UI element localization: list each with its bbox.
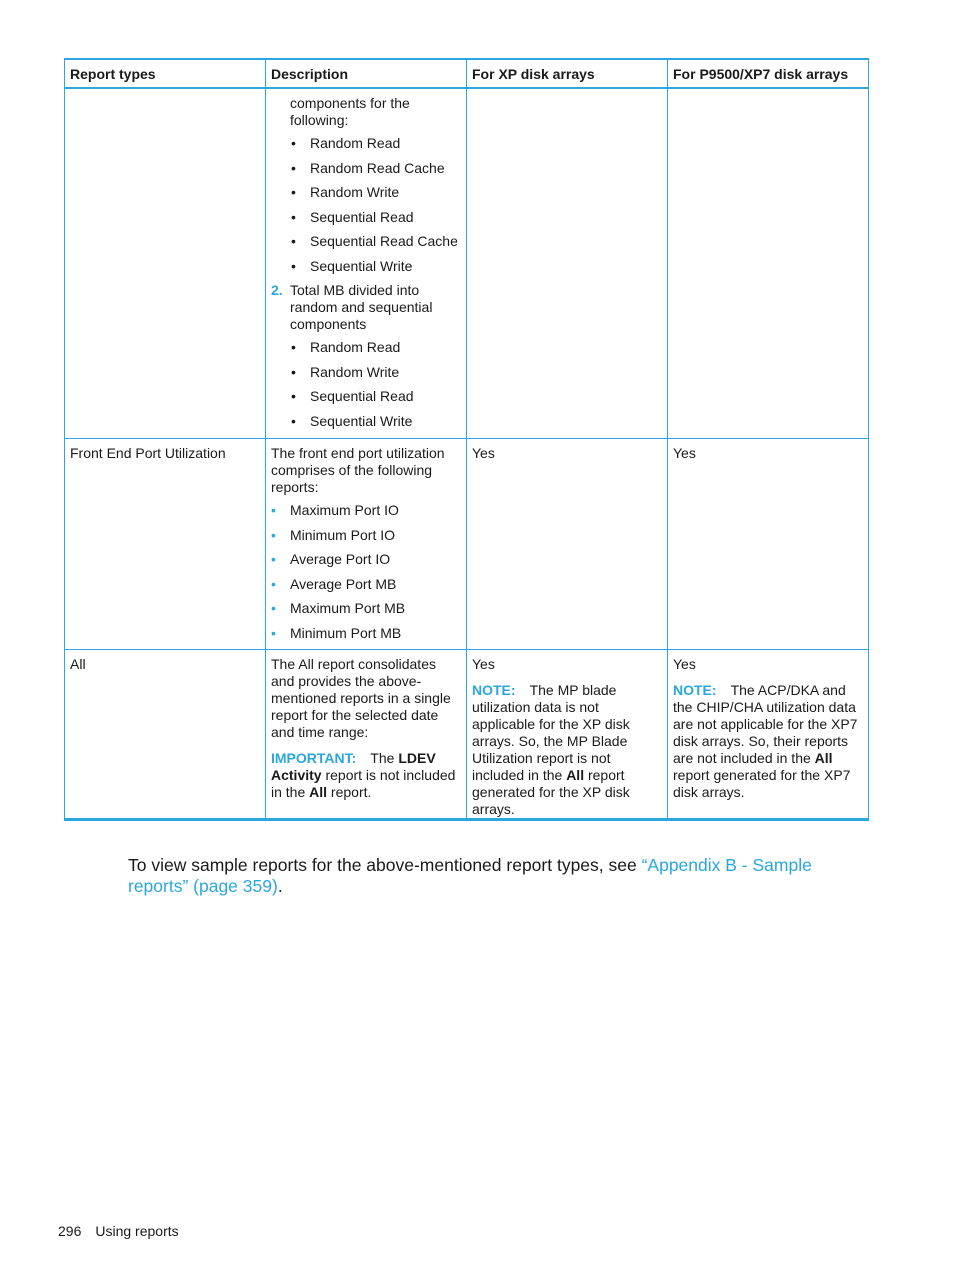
- note-text: The: [370, 750, 399, 766]
- list-item: • Sequential Write: [291, 258, 461, 275]
- report-types-table: [64, 58, 869, 821]
- list-item: • Average Port IO: [271, 551, 461, 568]
- item-text: Total MB divided into random and sequential components: [290, 282, 433, 332]
- list-item: • Sequential Read: [291, 209, 461, 226]
- list-item: • Random Write: [291, 184, 461, 201]
- list-item: • Sequential Read: [291, 388, 461, 405]
- header-xp-disk-arrays: For XP disk arrays: [467, 59, 668, 88]
- table-header-row: [65, 59, 869, 88]
- note-text: The MP blade utilization data is not applicable for the XP disk arrays. So, the MP Blade Utilization report is not included in the: [472, 682, 630, 783]
- support-value: Yes: [673, 656, 696, 672]
- note-text: report generated for the XP disk arrays.: [472, 767, 630, 817]
- list-item: • Minimum Port IO: [271, 527, 461, 544]
- page-footer: [58, 1223, 179, 1240]
- cell-xp: Yes: [467, 439, 668, 650]
- description-continued: components for the following:: [290, 95, 410, 128]
- header-report-types: Report types: [65, 59, 266, 88]
- list-item: • Average Port MB: [271, 576, 461, 593]
- table-row: [65, 650, 869, 820]
- cell-report-type: [65, 88, 266, 439]
- description-intro: The All report consolidates and provides the above-mentioned reports in a single report for the selected date and time range:: [271, 656, 451, 740]
- note-bold: All: [814, 750, 833, 766]
- cell-description: [266, 650, 467, 820]
- note-text: report.: [327, 784, 372, 800]
- note-text: report is not included in the: [271, 767, 456, 800]
- page-number: 296: [58, 1223, 82, 1239]
- list-item: • Sequential Read Cache: [291, 233, 461, 250]
- item-number: 2.: [271, 282, 283, 298]
- paragraph-text: To view sample reports for the above-mentioned report types, see: [128, 855, 642, 875]
- cell-p9500: Yes: [668, 439, 869, 650]
- note-bold: All: [309, 784, 328, 800]
- important-note: [271, 750, 461, 801]
- sub-list-random-sequential: [271, 135, 461, 275]
- important-label: IMPORTANT:: [271, 750, 357, 766]
- cell-description: [266, 439, 467, 650]
- note-text: report generated for the XP7 disk arrays.: [673, 767, 851, 800]
- cell-description: [266, 88, 467, 439]
- cell-report-type: All: [65, 650, 266, 820]
- cell-p9500: [668, 650, 869, 820]
- note-bold: LDEV Activity: [271, 750, 436, 783]
- list-item: • Maximum Port MB: [271, 600, 461, 617]
- header-p9500-xp7-disk-arrays: For P9500/XP7 disk arrays: [668, 59, 869, 88]
- list-item: • Minimum Port MB: [271, 625, 461, 642]
- appendix-link[interactable]: “Appendix B - Sample reports” (page 359): [128, 855, 812, 896]
- list-item: • Random Read Cache: [291, 160, 461, 177]
- list-item: • Random Read: [291, 339, 461, 356]
- note-text: The ACP/DKA and the CHIP/CHA utilization data are not applicable for the XP7 disk arrays. So, their reports are not included in the: [673, 682, 858, 766]
- support-value: Yes: [472, 656, 495, 672]
- list-item: • Maximum Port IO: [271, 502, 461, 519]
- sub-list-total-mb: [271, 339, 461, 430]
- body-paragraph: [128, 855, 828, 897]
- table-row: [65, 439, 869, 650]
- note-bold: All: [566, 767, 585, 783]
- description-intro: The front end port utilization comprises of the following reports:: [271, 445, 445, 495]
- cell-xp: [467, 650, 668, 820]
- header-description: Description: [266, 59, 467, 88]
- footer-section: Using reports: [95, 1223, 179, 1239]
- note-label: NOTE:: [472, 682, 516, 698]
- cell-report-type: Front End Port Utilization: [65, 439, 266, 650]
- xp-note: [472, 682, 662, 818]
- numbered-item-2: [271, 282, 461, 333]
- p9500-note: [673, 682, 863, 801]
- list-item: • Sequential Write: [291, 413, 461, 430]
- port-report-list: [271, 502, 461, 642]
- table-row: [65, 88, 869, 439]
- paragraph-text: .: [277, 876, 283, 896]
- list-item: • Random Write: [291, 364, 461, 381]
- note-label: NOTE:: [673, 682, 717, 698]
- cell-xp: [467, 88, 668, 439]
- list-item: • Random Read: [291, 135, 461, 152]
- cell-p9500: [668, 88, 869, 439]
